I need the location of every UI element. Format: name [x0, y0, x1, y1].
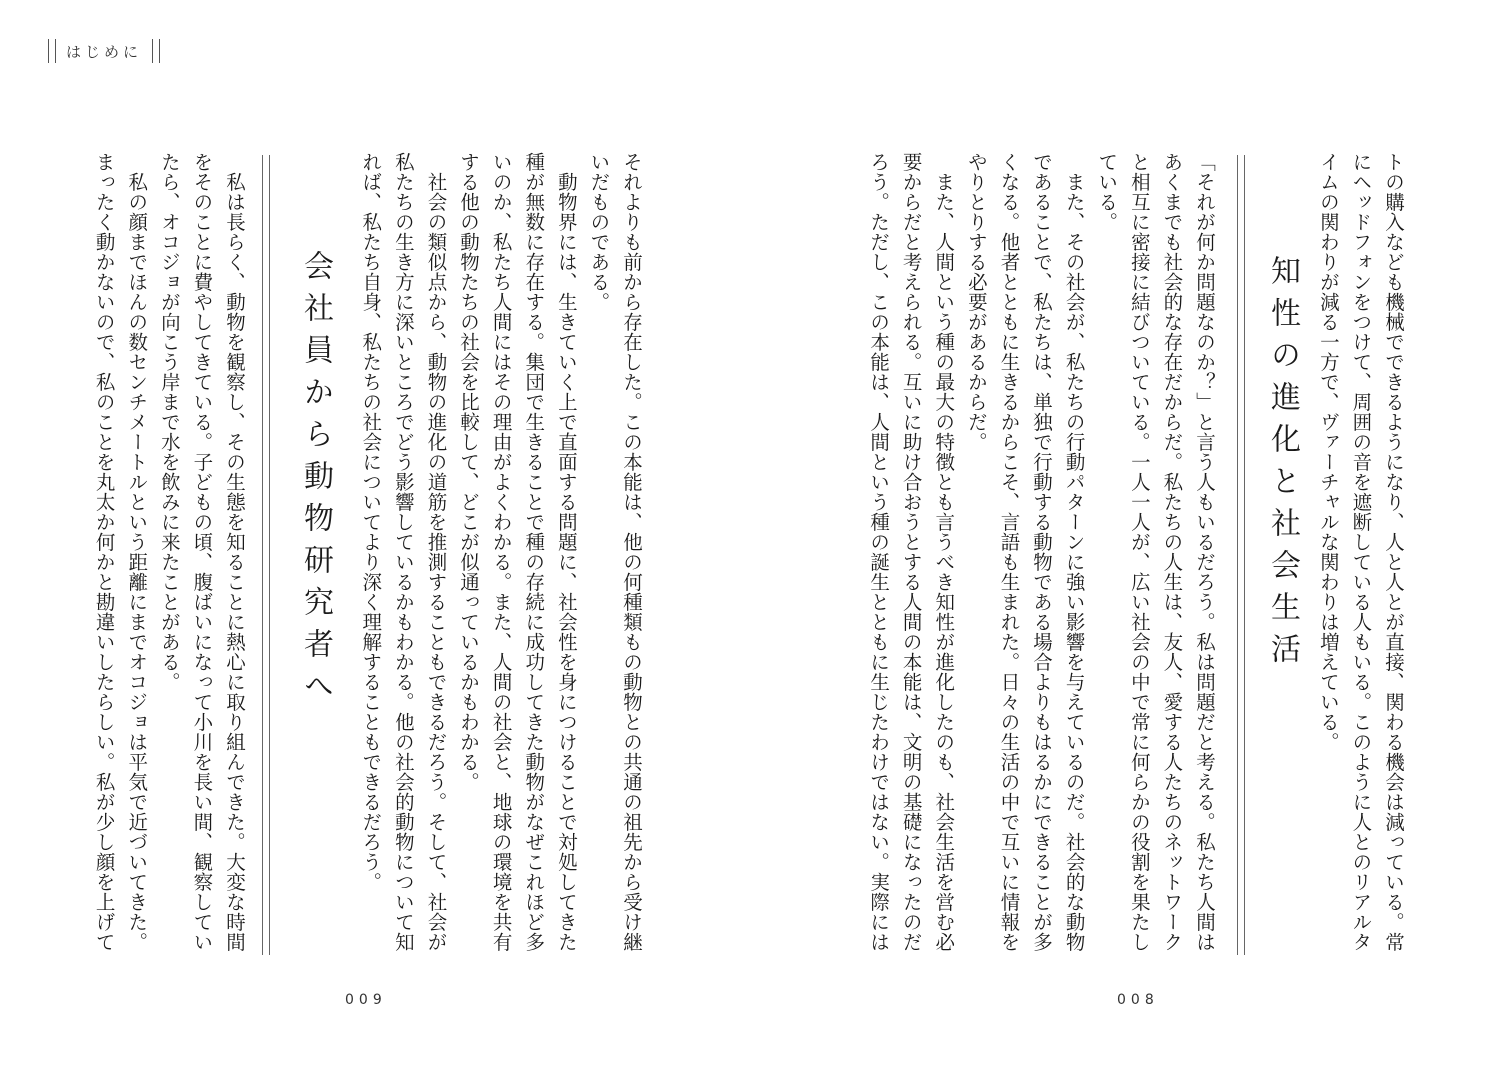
- left-page-heading: 会社員から動物研究者へ: [298, 250, 333, 712]
- text-line: する他の動物たちの社会を比較して、どこが似通っているかもわかる。: [457, 152, 481, 792]
- text-line: 私は長らく、動物を観察し、その生態を知ることに熱心に取り組んできた。大変な時間: [223, 152, 246, 952]
- text-line: ろう。ただし、この本能は、人間という種の誕生とともに生じたわけではない。実際には: [867, 152, 891, 952]
- running-head-rule-left: [48, 39, 56, 63]
- text-line: 私の顔までほんの数センチメートルという距離にまでオコジョは平気で近づいてきた。: [125, 152, 149, 952]
- left-page-text-bottom: [87, 152, 250, 952]
- right-page-text-top: [1311, 152, 1409, 952]
- running-head-rule-right: [152, 39, 160, 63]
- text-line: にヘッドフォンをつけて、周囲の音を遮断している人もいる。このように人とのリアルタ: [1349, 152, 1373, 952]
- text-line: また、その社会が、私たちの行動パターンに強い影響を与えているのだ。社会的な動物: [1062, 152, 1086, 952]
- right-page-text-bottom: [861, 152, 1220, 952]
- text-line: くなる。他者とともに生きるからこそ、言語も生まれた。日々の生活の中で互いに情報を: [997, 152, 1021, 952]
- right-page-heading-rule: [1237, 155, 1245, 955]
- text-line: 動物界には、生きていく上で直面する問題に、社会性を身につけることで対処してきた: [554, 152, 578, 952]
- left-page-heading-rule: [262, 155, 270, 955]
- text-line: 要からだと考えられる。互いに助け合おうとする人間の本能は、文明の基礎になったのだ: [899, 152, 923, 952]
- text-line: であることで、私たちは、単独で行動する動物である場合よりもはるかにできることが多: [1030, 152, 1054, 952]
- text-line: と相互に密接に結びついている。一人一人が、広い社会の中で常に何らかの役割を果たし: [1127, 152, 1151, 952]
- right-page-heading: 知性の進化と社会生活: [1265, 255, 1300, 675]
- text-line: 種が無数に存在する。集団で生きることで種の存続に成功してきた動物がなぜこれほど多: [522, 152, 546, 952]
- text-line: いのか、私たち人間にはその理由がよくわかる。また、人間の社会と、地球の環境を共有: [489, 152, 513, 952]
- text-line: トの購入なども機械でできるようになり、人と人とが直接、関わる機会は減っている。常: [1382, 152, 1405, 952]
- text-line: 「それが何か問題なのか？」と言う人もいるだろう。私は問題だと考える。私たち人間は: [1193, 152, 1216, 952]
- running-head: [38, 38, 170, 64]
- text-line: それよりも前から存在した。この本能は、他の何種類もの動物との共通の祖先から受け継: [620, 152, 643, 952]
- text-line: いだものである。: [587, 152, 611, 312]
- text-line: ている。: [1095, 152, 1119, 232]
- text-line: やりとりする必要があるからだ。: [964, 152, 988, 452]
- text-line: まったく動かないので、私のことを丸太か何かと勘違いしたらしい。私が少し顔を上げて: [92, 152, 116, 952]
- page-number-right: 008: [1117, 992, 1159, 1008]
- text-line: 私たちの生き方に深いところでどう影響しているかもわかる。他の社会的動物について知: [391, 152, 415, 952]
- text-line: あくまでも社会的な存在だからだ。私たちの人生は、友人、愛する人たちのネットワーク: [1160, 152, 1184, 952]
- text-line: れば、私たち自身、私たちの社会についてより深く理解することもできるだろう。: [359, 152, 383, 892]
- left-page-text-top: [354, 152, 647, 952]
- text-line: イムの関わりが減る一方で、ヴァーチャルな関わりは増えている。: [1316, 152, 1340, 752]
- page-number-left: 009: [345, 992, 387, 1008]
- text-line: 社会の類似点から、動物の進化の道筋を推測することもできるだろう。そして、社会が: [424, 152, 448, 952]
- text-line: をそのことに費やしてきている。子どもの頃、腹ばいになって小川を長い間、観察してい: [190, 152, 214, 952]
- text-line: また、人間という種の最大の特徴とも言うべき知性が進化したのも、社会生活を営む必: [932, 152, 956, 952]
- text-line: たら、オコジョが向こう岸まで水を飲みに来たことがある。: [157, 152, 181, 692]
- running-head-title: はじめに: [66, 42, 143, 61]
